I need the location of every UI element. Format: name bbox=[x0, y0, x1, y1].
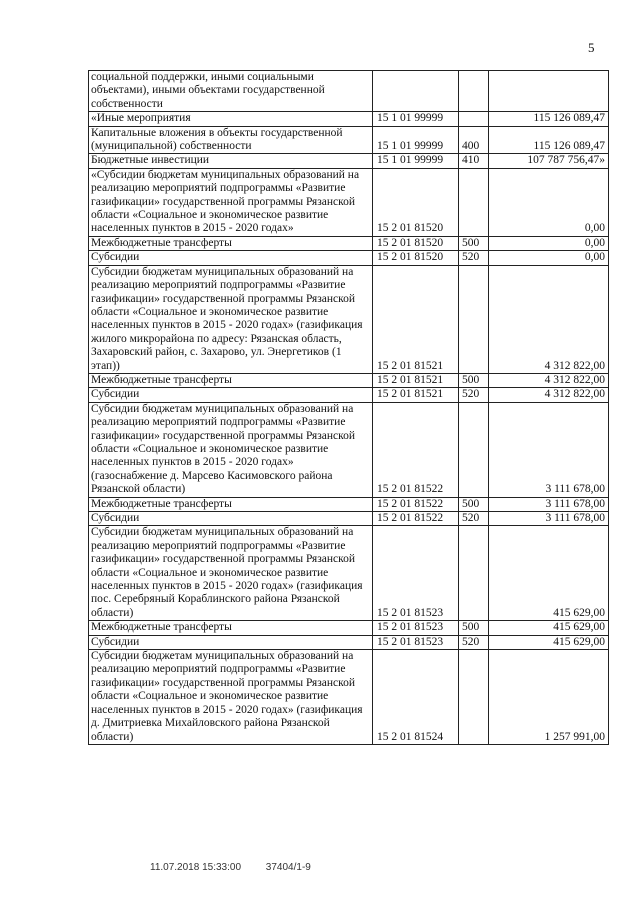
type-cell: 520 bbox=[459, 251, 489, 265]
type-cell: 520 bbox=[459, 388, 489, 402]
sum-cell: 3 111 678,00 bbox=[489, 497, 609, 511]
type-cell bbox=[459, 265, 489, 373]
sum-cell: 0,00 bbox=[489, 168, 609, 236]
name-cell: Субсидии бюджетам муниципальных образований на реализацию мероприятий подпрограммы «Развитие газификации» государственной программы Рязанской области «Социальное и экономическое развитие населенных пунктов в 2015 - 2020 годах» (газификация д. Дмитриевка Михайловского района Рязанской области) bbox=[89, 650, 373, 745]
code-cell: 15 2 01 81521 bbox=[373, 388, 459, 402]
sum-cell: 0,00 bbox=[489, 251, 609, 265]
type-cell bbox=[459, 526, 489, 621]
document-footer bbox=[150, 862, 333, 873]
code-cell: 15 2 01 81522 bbox=[373, 497, 459, 511]
sum-cell: 3 111 678,00 bbox=[489, 512, 609, 526]
code-cell: 15 2 01 81522 bbox=[373, 402, 459, 497]
table-row bbox=[89, 71, 609, 112]
sum-cell: 4 312 822,00 bbox=[489, 388, 609, 402]
name-cell: Межбюджетные трансферты bbox=[89, 497, 373, 511]
table-row bbox=[89, 373, 609, 387]
table-row bbox=[89, 126, 609, 154]
sum-cell: 4 312 822,00 bbox=[489, 265, 609, 373]
name-cell: Субсидии bbox=[89, 251, 373, 265]
code-cell: 15 2 01 81520 bbox=[373, 236, 459, 250]
code-cell: 15 2 01 81523 bbox=[373, 621, 459, 635]
code-cell: 15 2 01 81523 bbox=[373, 526, 459, 621]
table-row bbox=[89, 168, 609, 236]
type-cell: 500 bbox=[459, 621, 489, 635]
code-cell bbox=[373, 71, 459, 112]
table-row bbox=[89, 236, 609, 250]
footer-timestamp: 11.07.2018 15:33:00 bbox=[150, 862, 242, 873]
type-cell bbox=[459, 112, 489, 126]
sum-cell bbox=[489, 71, 609, 112]
table-row bbox=[89, 497, 609, 511]
budget-table bbox=[88, 70, 609, 745]
type-cell: 410 bbox=[459, 154, 489, 168]
type-cell: 520 bbox=[459, 512, 489, 526]
page-number: 5 bbox=[588, 40, 595, 55]
table-row bbox=[89, 526, 609, 621]
name-cell: Субсидии бюджетам муниципальных образований на реализацию мероприятий подпрограммы «Развитие газификации» государственной программы Рязанской области «Социальное и экономическое развитие населенных пунктов в 2015 - 2020 годах» (газификация жилого микрорайона по адресу: Рязанская область, Захаровский район, с. Захарово, ул. Энергетиков (1 этап)) bbox=[89, 265, 373, 373]
code-cell: 15 2 01 81520 bbox=[373, 168, 459, 236]
code-cell: 15 2 01 81523 bbox=[373, 635, 459, 649]
table-row bbox=[89, 265, 609, 373]
name-cell: социальной поддержки, иными социальными объектами), иными объектами государственной собственности bbox=[89, 71, 373, 112]
code-cell: 15 2 01 81522 bbox=[373, 512, 459, 526]
table-row bbox=[89, 512, 609, 526]
type-cell bbox=[459, 650, 489, 745]
name-cell: Капитальные вложения в объекты государственной (муниципальной) собственности bbox=[89, 126, 373, 154]
name-cell: Субсидии бюджетам муниципальных образований на реализацию мероприятий подпрограммы «Развитие газификации» государственной программы Рязанской области «Социальное и экономическое развитие населенных пунктов в 2015 - 2020 годах» (газоснабжение д. Марсево Касимовского района Рязанской области) bbox=[89, 402, 373, 497]
type-cell: 500 bbox=[459, 373, 489, 387]
type-cell bbox=[459, 71, 489, 112]
name-cell: Межбюджетные трансферты bbox=[89, 373, 373, 387]
sum-cell: 4 312 822,00 bbox=[489, 373, 609, 387]
code-cell: 15 2 01 81521 bbox=[373, 265, 459, 373]
name-cell: Межбюджетные трансферты bbox=[89, 621, 373, 635]
table-row bbox=[89, 650, 609, 745]
name-cell: «Субсидии бюджетам муниципальных образований на реализацию мероприятий подпрограммы «Развитие газификации» государственной программы Рязанской области «Социальное и экономическое развитие населенных пунктов в 2015 - 2020 годах» bbox=[89, 168, 373, 236]
table-row bbox=[89, 154, 609, 168]
sum-cell: 115 126 089,47 bbox=[489, 112, 609, 126]
type-cell: 500 bbox=[459, 497, 489, 511]
name-cell: Субсидии bbox=[89, 388, 373, 402]
table-row bbox=[89, 251, 609, 265]
sum-cell: 1 257 991,00 bbox=[489, 650, 609, 745]
table-row bbox=[89, 635, 609, 649]
sum-cell: 107 787 756,47» bbox=[489, 154, 609, 168]
code-cell: 15 2 01 81524 bbox=[373, 650, 459, 745]
code-cell: 15 2 01 81521 bbox=[373, 373, 459, 387]
type-cell: 500 bbox=[459, 236, 489, 250]
table-row bbox=[89, 388, 609, 402]
name-cell: Бюджетные инвестиции bbox=[89, 154, 373, 168]
type-cell: 520 bbox=[459, 635, 489, 649]
type-cell: 400 bbox=[459, 126, 489, 154]
name-cell: Субсидии бюджетам муниципальных образований на реализацию мероприятий подпрограммы «Развитие газификации» государственной программы Рязанской области «Социальное и экономическое развитие населенных пунктов в 2015 - 2020 годах» (газификация пос. Серебряный Кораблинского района Рязанской области) bbox=[89, 526, 373, 621]
sum-cell: 3 111 678,00 bbox=[489, 402, 609, 497]
sum-cell: 415 629,00 bbox=[489, 526, 609, 621]
table-row bbox=[89, 402, 609, 497]
table-row bbox=[89, 621, 609, 635]
type-cell bbox=[459, 402, 489, 497]
code-cell: 15 1 01 99999 bbox=[373, 126, 459, 154]
name-cell: «Иные мероприятия bbox=[89, 112, 373, 126]
name-cell: Межбюджетные трансферты bbox=[89, 236, 373, 250]
sum-cell: 415 629,00 bbox=[489, 621, 609, 635]
name-cell: Субсидии bbox=[89, 635, 373, 649]
sum-cell: 415 629,00 bbox=[489, 635, 609, 649]
code-cell: 15 1 01 99999 bbox=[373, 154, 459, 168]
table-row bbox=[89, 112, 609, 126]
name-cell: Субсидии bbox=[89, 512, 373, 526]
code-cell: 15 1 01 99999 bbox=[373, 112, 459, 126]
sum-cell: 115 126 089,47 bbox=[489, 126, 609, 154]
type-cell bbox=[459, 168, 489, 236]
footer-document-id: 37404/1-9 bbox=[265, 862, 311, 873]
code-cell: 15 2 01 81520 bbox=[373, 251, 459, 265]
sum-cell: 0,00 bbox=[489, 236, 609, 250]
